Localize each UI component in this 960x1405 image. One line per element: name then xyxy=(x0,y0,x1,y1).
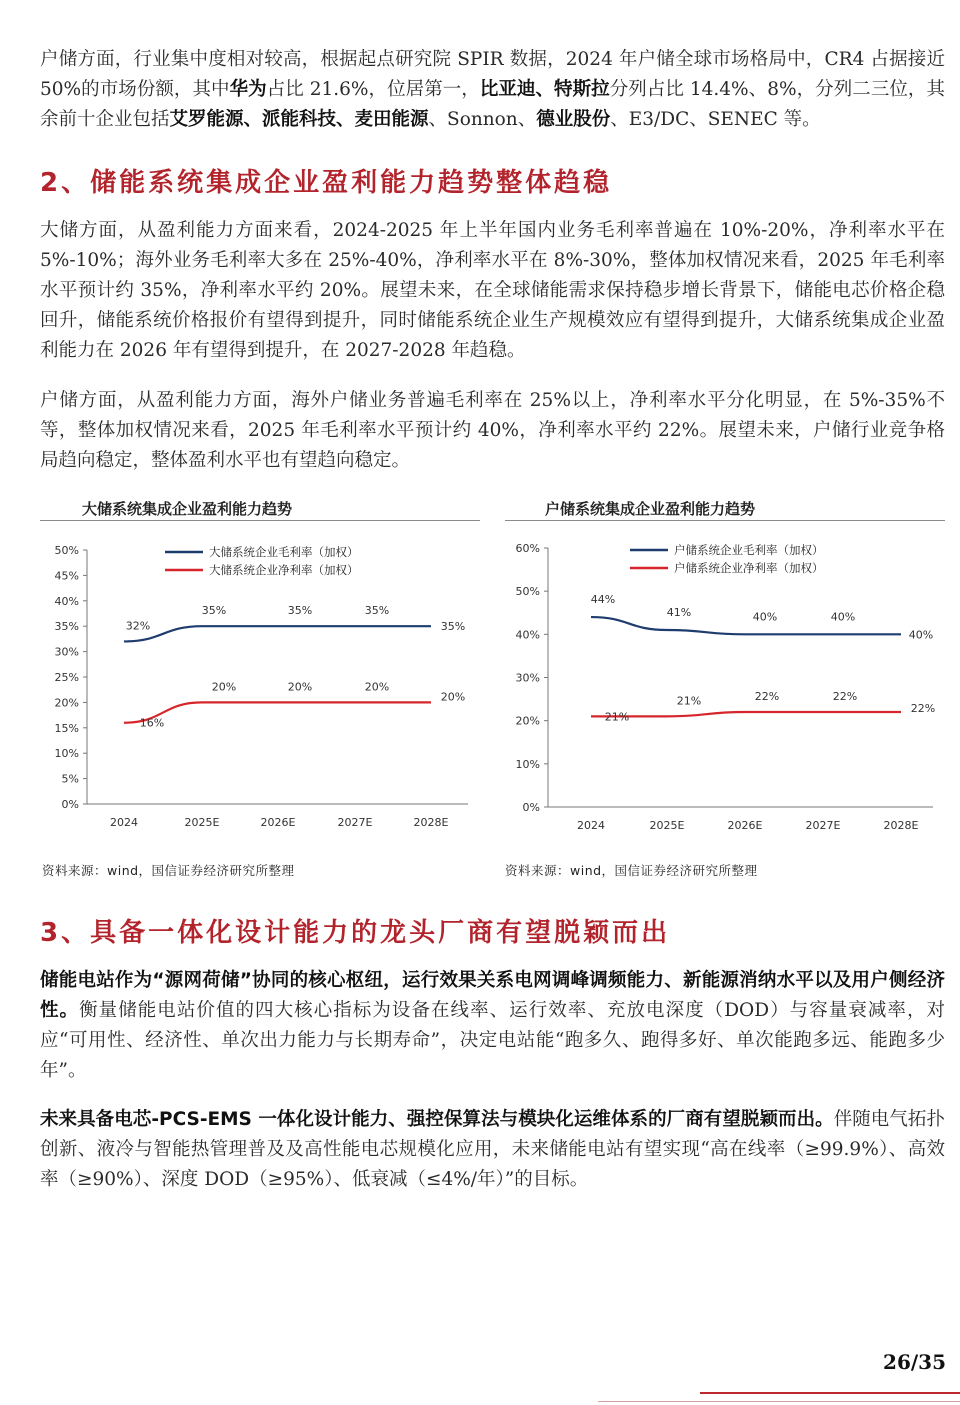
text-run: 伴随电气拓扑创新、液冷与智能热管理普及及高性能电芯规模化应用，未来储能电站有望实现“高在线率（≥99.9%）、高效率（≥90%）、深度 DOD（≥95%）、低衰减（≤4%/年）”的目标。 xyxy=(40,1109,945,1190)
data-label: 22% xyxy=(754,690,780,704)
x-tick-label: 2026E xyxy=(727,819,763,832)
data-label: 22% xyxy=(832,690,858,704)
data-label: 40% xyxy=(752,610,778,624)
y-tick-label: 30% xyxy=(54,645,79,659)
section-3-paragraph-1 xyxy=(40,966,945,1086)
section-2-paragraph-1: 大储方面，从盈利能力方面来看，2024-2025 年上半年国内业务毛利率普遍在 10%-20%，净利率水平在 5%-10%；海外业务毛利率大多在 25%-40%，净利率水平在 8%-30%，整体加权情况来看，2025 年毛利率水平预计约 35%，净利率水平约 20%。展望未来，在全球储能需求保持稳步增长背景下，储能电芯价格企稳回升，储能系统价格报价有望得到提升，同时储能系统企业生产规模效应有望得到提升，大储系统集成企业盈利能力在 2026 年有望得到提升，在 2027-2028 年趋稳。 xyxy=(40,220,945,361)
data-label: 35% xyxy=(364,604,390,618)
y-tick-label: 20% xyxy=(54,696,79,710)
text-run: 占比 21.6%，位居第一， xyxy=(266,79,480,100)
data-label: 20% xyxy=(440,690,466,704)
y-tick-label: 40% xyxy=(515,628,540,642)
y-tick-label: 20% xyxy=(515,714,540,728)
data-label: 32% xyxy=(125,619,151,633)
data-label: 40% xyxy=(908,628,934,642)
footer-rule-thin xyxy=(598,1401,960,1402)
section-2-paragraph-2: 户储方面，从盈利能力方面，海外户储业务普遍毛利率在 25%以上，净利率水平分化明显，在 5%-35%不等，整体加权情况来看，2025 年毛利率水平预计约 40%，净利率水平约 22%。展望未来，户储行业竞争格局趋向稳定，整体盈利水平也有望趋向稳定。 xyxy=(40,390,945,471)
chart-2 xyxy=(505,530,945,850)
text-run: 户储方面，行业集中度相对较高，根据起点研究院 SPIR 数据，2024 年户储全球市场格局中，CR4 占据接近 50%的市场份额，其中 xyxy=(40,49,945,100)
data-label: 22% xyxy=(910,702,936,716)
chart-1 xyxy=(40,530,480,850)
text-run: 、Sonnon、 xyxy=(428,109,537,130)
data-label: 40% xyxy=(830,610,856,624)
x-tick-label: 2025E xyxy=(184,816,220,829)
data-label: 21% xyxy=(604,710,630,724)
legend-label: 大储系统企业净利率（加权） xyxy=(209,563,359,577)
legend-label: 户储系统企业毛利率（加权） xyxy=(674,543,824,557)
data-label: 35% xyxy=(440,620,466,634)
bold-text: 储能电站作为“源网荷储”协同的核心枢纽，运行效果关系电网调峰调频能力、新能源消纳水平以及用户侧经济性。 xyxy=(40,970,945,1021)
y-tick-label: 0% xyxy=(522,801,540,814)
y-tick-label: 50% xyxy=(54,544,79,557)
legend-label: 户储系统企业净利率（加权） xyxy=(674,561,824,575)
chart-1-title: 大储系统集成企业盈利能力趋势 xyxy=(82,500,293,518)
data-label: 16% xyxy=(139,716,165,730)
bold-text: 未来具备电芯-PCS-EMS 一体化设计能力、强控保算法与模块化运维体系的厂商有望脱颖而出。 xyxy=(40,1109,834,1130)
y-tick-label: 5% xyxy=(61,772,79,786)
y-tick-label: 40% xyxy=(54,594,79,608)
x-tick-label: 2027E xyxy=(805,819,841,832)
bold-text: 德业股份 xyxy=(536,109,611,130)
series-line-0 xyxy=(124,626,431,641)
bold-text: 华为 xyxy=(229,79,267,100)
data-label: 41% xyxy=(666,606,692,620)
series-line-1 xyxy=(124,702,431,722)
y-tick-label: 45% xyxy=(54,569,79,583)
y-tick-label: 15% xyxy=(54,721,79,735)
x-tick-label: 2027E xyxy=(337,816,373,829)
data-label: 20% xyxy=(287,680,313,694)
data-label: 44% xyxy=(590,593,616,607)
data-label: 21% xyxy=(676,694,702,708)
section-3-heading: 3、具备一体化设计能力的龙头厂商有望脱颖而出 xyxy=(40,918,671,948)
text-run: 分列占比 14.4%、8%，分列二三位，其余前十企业包括 xyxy=(40,79,945,130)
intro-paragraph xyxy=(40,45,945,135)
y-tick-label: 50% xyxy=(515,585,540,599)
bold-text: 艾罗能源、派能科技、麦田能源 xyxy=(169,109,429,130)
bold-text: 比亚迪、特斯拉 xyxy=(479,79,610,100)
x-tick-label: 2026E xyxy=(260,816,296,829)
section-2-heading: 2、储能系统集成企业盈利能力趋势整体趋稳 xyxy=(40,168,613,198)
data-label: 35% xyxy=(287,604,313,618)
x-tick-label: 2024 xyxy=(110,816,138,829)
series-line-1 xyxy=(591,712,901,716)
y-tick-label: 30% xyxy=(515,671,540,685)
data-label: 35% xyxy=(201,604,227,618)
page-number: 26/35 xyxy=(883,1350,946,1374)
legend-label: 大储系统企业毛利率（加权） xyxy=(209,545,359,559)
chart-2-title: 户储系统集成企业盈利能力趋势 xyxy=(545,500,756,518)
section-3-paragraph-2 xyxy=(40,1105,945,1195)
text-run: 、E3/DC、SENEC 等。 xyxy=(610,109,821,130)
x-tick-label: 2028E xyxy=(413,816,449,829)
footer-rule-thick xyxy=(700,1392,960,1394)
y-tick-label: 10% xyxy=(54,747,79,761)
y-tick-label: 0% xyxy=(61,798,79,811)
chart-1-source: 资料来源：wind，国信证券经济研究所整理 xyxy=(42,863,295,878)
x-tick-label: 2025E xyxy=(649,819,685,832)
y-tick-label: 10% xyxy=(515,757,540,771)
x-tick-label: 2028E xyxy=(883,819,919,832)
chart-2-title-rule xyxy=(505,520,945,521)
chart-2-source: 资料来源：wind，国信证券经济研究所整理 xyxy=(505,863,758,878)
y-tick-label: 60% xyxy=(515,542,540,555)
data-label: 20% xyxy=(364,680,390,694)
text-run: 衡量储能电站价值的四大核心指标为设备在线率、运行效率、充放电深度（DOD）与容量衰减率，对应“可用性、经济性、单次出力能力与长期寿命”，决定电站能“跑多久、跑得多好、单次能跑多远、能跑多少年”。 xyxy=(40,1000,945,1081)
x-tick-label: 2024 xyxy=(577,819,605,832)
chart-1-title-rule xyxy=(40,520,480,521)
y-tick-label: 25% xyxy=(54,671,79,684)
y-tick-label: 35% xyxy=(54,620,79,634)
data-label: 20% xyxy=(211,680,237,694)
